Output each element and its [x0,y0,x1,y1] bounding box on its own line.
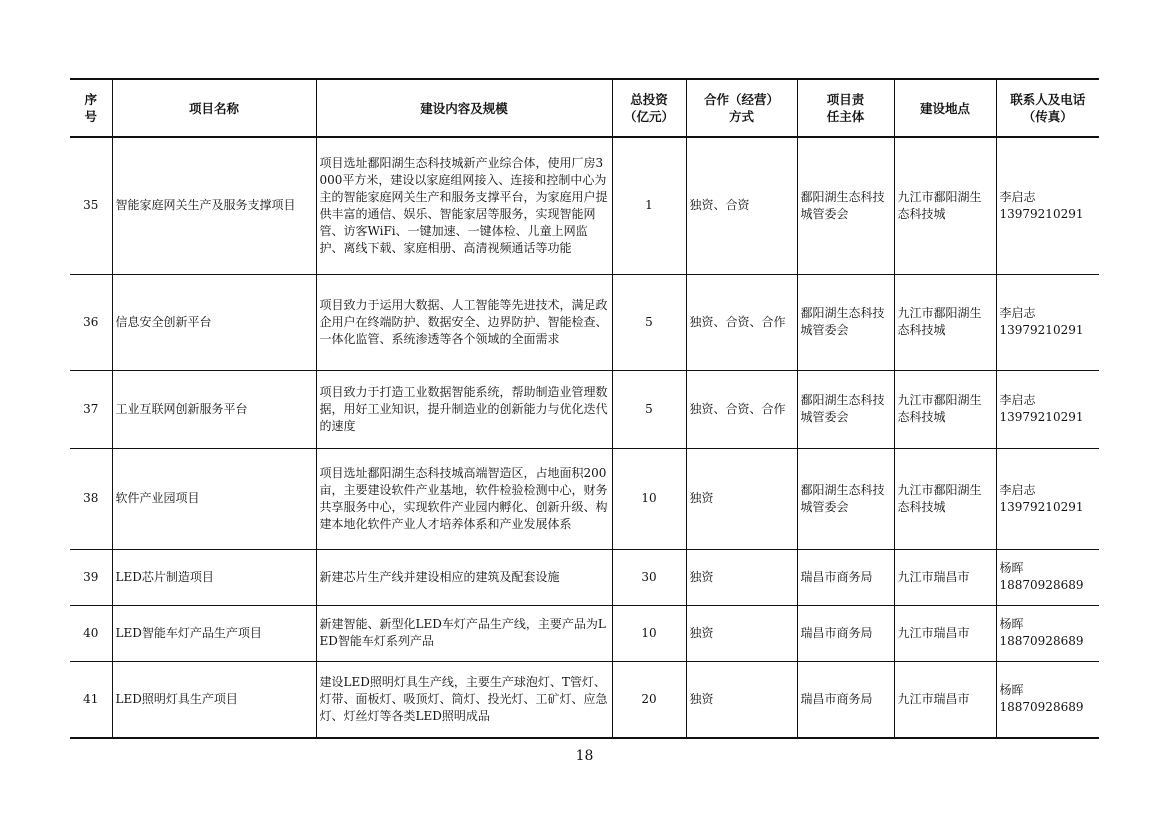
header-owner: 项目责 任主体 [797,79,894,137]
contact-name: 李启志 [999,306,1036,320]
cell-location: 九江市鄱阳湖生态科技城 [894,448,996,549]
header-mode: 合作（经营） 方式 [686,79,797,137]
contact-name: 杨晖 [999,683,1024,698]
header-location: 建设地点 [894,79,996,137]
header-contact: 联系人及电话 （传真） [996,79,1099,137]
cell-investment: 1 [612,137,686,274]
cell-location: 九江市鄱阳湖生态科技城 [894,137,996,274]
contact-phone: 18870928689 [999,700,1084,715]
table-header-row [70,79,1099,137]
cell-investment: 30 [612,549,686,605]
cell-no: 37 [70,370,112,448]
cell-contact [996,661,1099,738]
table-row [70,274,1099,370]
cell-investment: 5 [612,274,686,370]
cell-no: 39 [70,549,112,605]
cell-owner: 瑞昌市商务局 [797,661,894,738]
cell-name: LED照明灯具生产项目 [112,661,316,738]
cell-name: 智能家庭网关生产及服务支撑项目 [112,137,316,274]
cell-investment: 20 [612,661,686,738]
contact-phone: 18870928689 [999,578,1084,592]
cell-content: 建设LED照明灯具生产线，主要生产球泡灯、T管灯、灯带、面板灯、吸顶灯、筒灯、投光灯、工矿灯、应急灯、灯丝灯等各类LED照明成品 [316,661,612,738]
contact-name: 杨晖 [999,617,1024,631]
cell-contact [996,274,1099,370]
cell-content: 项目致力于运用大数据、人工智能等先进技术，满足政企用户在终端防护、数据安全、边界防护、智能检查、一体化监管、系统渗透等各个领域的全面需求 [316,274,612,370]
cell-contact [996,370,1099,448]
cell-investment: 10 [612,448,686,549]
cell-location: 九江市瑞昌市 [894,549,996,605]
contact-name: 杨晖 [999,561,1024,575]
cell-name: 信息安全创新平台 [112,274,316,370]
contact-name: 李启志 [999,482,1036,497]
cell-location: 九江市瑞昌市 [894,661,996,738]
cell-no: 40 [70,605,112,661]
contact-phone: 13979210291 [999,206,1084,221]
cell-name: LED智能车灯产品生产项目 [112,605,316,661]
table-row [70,137,1099,274]
cell-no: 36 [70,274,112,370]
cell-owner: 瑞昌市商务局 [797,605,894,661]
cell-content: 新建智能、新型化LED车灯产品生产线，主要产品为LED智能车灯系列产品 [316,605,612,661]
cell-mode: 独资 [686,549,797,605]
table-row [70,448,1099,549]
cell-no: 35 [70,137,112,274]
cell-content: 项目选址鄱阳湖生态科技城高端智造区，占地面积200亩，主要建设软件产业基地，软件检验检测中心，财务共享服务中心，实现软件产业园内孵化、创新升级、构建本地化软件产业人才培养体系和产业发展体系 [316,448,612,549]
cell-no: 38 [70,448,112,549]
table-row [70,661,1099,738]
cell-contact [996,448,1099,549]
table-row [70,370,1099,448]
cell-investment: 5 [612,370,686,448]
contact-name: 李启志 [999,189,1036,204]
cell-mode: 独资、合资、合作 [686,274,797,370]
cell-content: 项目致力于打造工业数据智能系统，帮助制造业管理数据，用好工业知识，提升制造业的创新能力与优化迭代的速度 [316,370,612,448]
cell-mode: 独资、合资 [686,137,797,274]
header-no: 序 号 [70,79,112,137]
cell-name: 工业互联网创新服务平台 [112,370,316,448]
cell-content: 项目选址鄱阳湖生态科技城新产业综合体，使用厂房3000平方米，建设以家庭组网接入、连接和控制中心为主的智能家庭网关生产和服务支撑平台，为家庭用户提供丰富的通信、娱乐、智能家居等服务，实现智能网管、访客WiFi、一键加速、一键体检、儿童上网监护、离线下载、家庭相册、高清视频通话等功能 [316,137,612,274]
contact-phone: 13979210291 [999,410,1084,424]
contact-phone: 13979210291 [999,323,1084,337]
cell-contact [996,549,1099,605]
cell-investment: 10 [612,605,686,661]
contact-phone: 13979210291 [999,499,1084,514]
header-name: 项目名称 [112,79,316,137]
project-table-container [70,78,1099,739]
cell-location: 九江市鄱阳湖生态科技城 [894,274,996,370]
project-table [70,78,1099,739]
cell-owner: 鄱阳湖生态科技城管委会 [797,448,894,549]
cell-name: 软件产业园项目 [112,448,316,549]
cell-location: 九江市鄱阳湖生态科技城 [894,370,996,448]
cell-mode: 独资 [686,605,797,661]
contact-phone: 18870928689 [999,634,1084,648]
cell-owner: 鄱阳湖生态科技城管委会 [797,370,894,448]
contact-name: 李启志 [999,393,1036,407]
cell-owner: 瑞昌市商务局 [797,549,894,605]
cell-owner: 鄱阳湖生态科技城管委会 [797,274,894,370]
cell-contact [996,605,1099,661]
cell-mode: 独资 [686,448,797,549]
cell-mode: 独资 [686,661,797,738]
cell-mode: 独资、合资、合作 [686,370,797,448]
page-number: 18 [575,748,594,764]
table-row [70,549,1099,605]
cell-no: 41 [70,661,112,738]
header-investment: 总投资 （亿元） [612,79,686,137]
cell-contact [996,137,1099,274]
table-row [70,605,1099,661]
header-content: 建设内容及规模 [316,79,612,137]
cell-content: 新建芯片生产线并建设相应的建筑及配套设施 [316,549,612,605]
cell-owner: 鄱阳湖生态科技城管委会 [797,137,894,274]
cell-location: 九江市瑞昌市 [894,605,996,661]
cell-name: LED芯片制造项目 [112,549,316,605]
